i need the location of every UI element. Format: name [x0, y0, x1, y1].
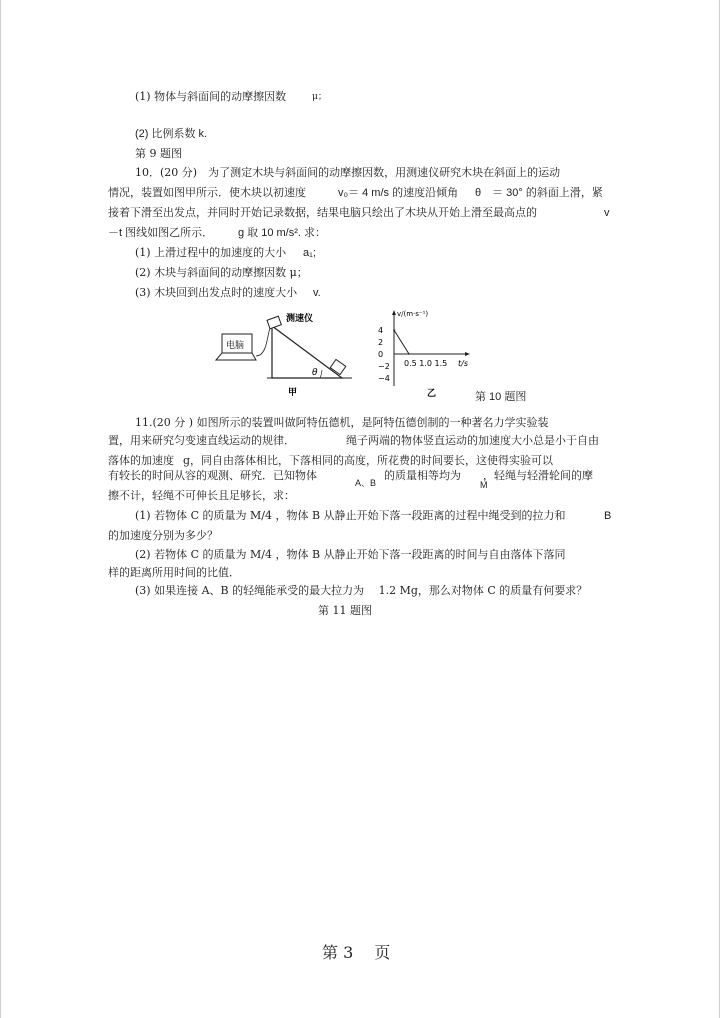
q11-line-d2: 的质量相等均为 — [384, 469, 461, 482]
q11-line-d4-ab: A、B — [355, 478, 377, 488]
q9-part2: (2) 比例系数 k. — [135, 128, 208, 140]
incline — [272, 326, 342, 378]
q11-line-e: 擦不计，轻绳不可伸长且足够长，求： — [108, 489, 295, 502]
cable — [256, 328, 270, 356]
page-border-left — [0, 0, 1, 1018]
caption-yi: 乙 — [427, 389, 437, 399]
y-tick-label: −2 — [378, 362, 390, 371]
q11-line-b1: 置，用来研究匀变速直线运动的规律． — [108, 434, 295, 447]
q11-caption: 第 11 题图 — [318, 604, 372, 617]
speedometer-device — [267, 316, 281, 329]
q10-part1: (1) 上滑过程中的加速度的大小 — [135, 246, 287, 259]
q11-line-c1: 落体的加速度 — [108, 454, 174, 467]
page-number: 第 3 页 — [322, 943, 391, 962]
y-tick-label: 0 — [378, 350, 384, 359]
q11-line-b2: 绳子两端的物体竖直运动的加速度大小总是小于自由 — [346, 434, 599, 447]
q10-part2: (2) 木块与斜面间的动摩擦因数 μ； — [135, 266, 308, 279]
x-axis-label: t/s — [458, 359, 468, 368]
q11-part1: (1) 若物体 C 的质量为 M/4 ，物体 B 从静止开始下落一段距离的过程中绳受到的拉力和 — [135, 509, 566, 522]
y-tick-label: −4 — [378, 374, 390, 383]
wood-block — [330, 359, 346, 374]
q11-line-d5-m: M — [480, 480, 488, 490]
q11-part2-cont: 样的距离所用时间的比值． — [108, 566, 240, 579]
y-axis-label: v/(m·s⁻¹) — [397, 310, 429, 318]
figure-jia — [212, 308, 362, 400]
q10-part3: (3) 木块回到出发点时的速度大小 — [135, 286, 298, 299]
q11-part1-b: B — [604, 510, 612, 522]
q10-part3-v: v. — [313, 287, 321, 299]
y-tick-label: 2 — [378, 338, 384, 347]
speedometer-label: 测速仪 — [286, 314, 314, 324]
angle-arc — [320, 370, 322, 378]
q10-line-b1: 情况，装置如图甲所示．使木块以初速度 — [108, 186, 306, 199]
x-axis-arrow — [465, 352, 470, 356]
q11-part2: (2) 若物体 C 的质量为 M/4 ，物体 B 从静止开始下落一段距离的时间与自由落体下落同 — [135, 548, 566, 561]
q10-line-c2: v — [604, 207, 610, 219]
q11-line-c2: g，同自由落体相比，下落相同的高度，所花费的时间要长，这使得实验可以 — [183, 454, 554, 467]
q9-caption: 第 9 题图 — [135, 147, 182, 160]
q10-line-a: 10．(20 分) 为了测定木块与斜面间的动摩擦因数，用测速仪研究木块在斜面上的运动 — [135, 166, 561, 179]
vt-series-line — [394, 330, 409, 354]
q9-part1-mu: μ； — [312, 92, 327, 102]
figure-yi-chart — [372, 308, 482, 402]
q10-line-d1: －t 图线如图乙所示． — [108, 227, 214, 239]
caption-jia: 甲 — [288, 388, 298, 398]
q10-line-b3: θ ＝ 30° 的斜面上滑，紧 — [475, 187, 603, 199]
q11-part3: (3) 如果连接 A、B 的轻绳能承受的最大拉力为 1.2 Mg，那么对物体 C 的质量有何要求？ — [135, 584, 588, 597]
y-axis-arrow — [392, 310, 396, 315]
q10-line-d2: g 取 10 m/s². 求： — [238, 227, 327, 239]
y-tick-label: 4 — [378, 326, 384, 335]
q11-line-d1: 有较长的时间从容的观测、研究．已知物体 — [108, 469, 317, 482]
q11-part1-cont: 的加速度分别为多少？ — [108, 529, 218, 542]
computer-label: 电脑 — [226, 341, 245, 351]
x-tick-labels: 0.5 1.0 1.5 — [404, 359, 448, 368]
q10-line-c1: 接着下滑至出发点，并同时开始记录数据，结果电脑只绘出了木块从开始上滑至最高点的 — [108, 206, 537, 219]
vt-data-point — [408, 353, 410, 355]
angle-label: θ — [312, 368, 318, 378]
q11-line-d3: ，轻绳与轻滑轮间的摩 — [483, 469, 593, 482]
q11-line-a: 11.(20 分 ) 如图所示的装置叫做阿特伍德机，是阿特伍德创制的一种著名力学实验装 — [135, 416, 549, 429]
q10-part1-a1: a₁; — [303, 247, 316, 259]
computer-base — [216, 353, 256, 360]
q9-part1: (1) 物体与斜面间的动摩擦因数 — [135, 90, 287, 103]
q10-line-b2: v₀＝ 4 m/s 的速度沿倾角 — [338, 187, 459, 199]
q10-caption: 第 10 题图 — [475, 391, 527, 403]
